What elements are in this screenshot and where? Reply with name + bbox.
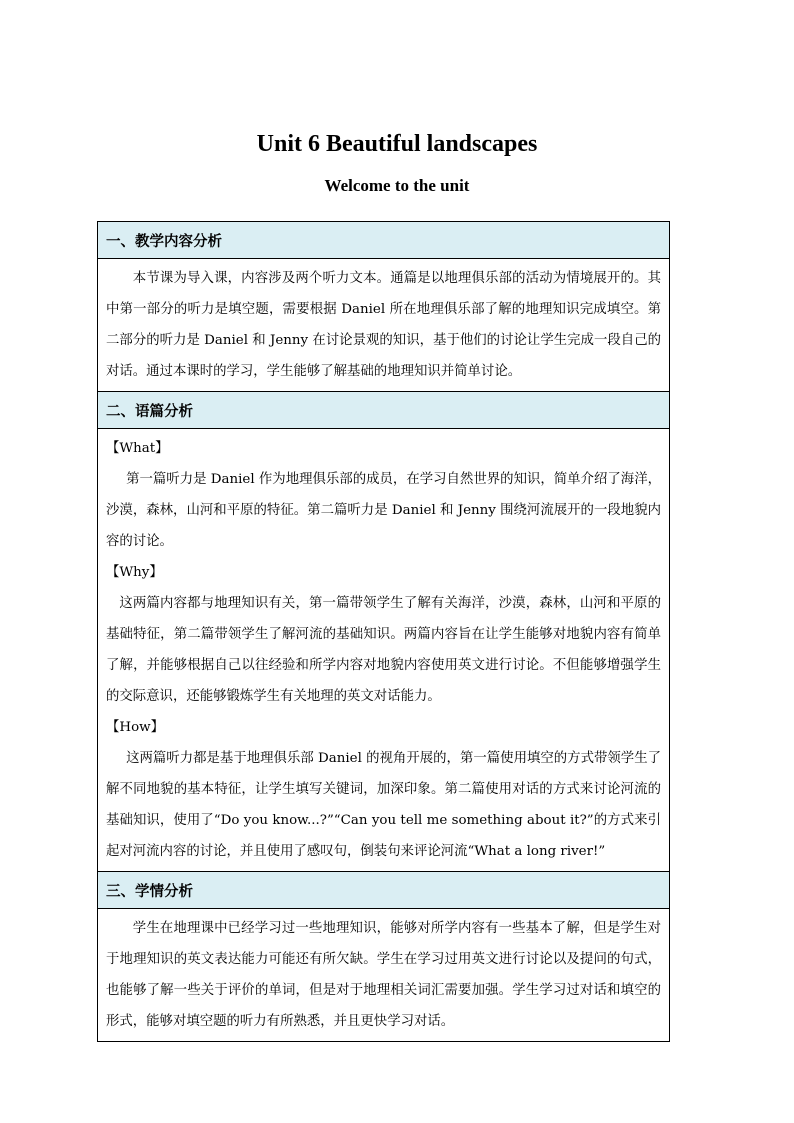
how-tag: 【How】 bbox=[106, 720, 164, 735]
document-title: Unit 6 Beautiful landscapes bbox=[256, 131, 538, 157]
how-text: 这两篇听力都是基于地理俱乐部 Daniel 的视角开展的，第一篇使用填空的方式带领学生了解不同地貌的基本特征，让学生填写关键词，加深印象。第二篇使用对话的方式来讨论河流的基础知识，使用了“Do you know...?”“Can you tell me something about it?”的方式来引起对河流内容的讨论，并且使用了感叹句，倒装句来评论河流“What a long river!” bbox=[106, 751, 661, 859]
what-text: 第一篇听力是 Daniel 作为地理俱乐部的成员，在学习自然世界的知识，简单介绍了海洋，沙漠，森林，山河和平原的特征。第二篇听力是 Daniel 和 Jenny 围绕河流展开的一段地貌内容的讨论。 bbox=[106, 472, 661, 549]
section-body-text-analysis bbox=[98, 429, 669, 872]
section-header-content-analysis: 一、教学内容分析 bbox=[98, 222, 669, 259]
lesson-analysis-table bbox=[97, 221, 670, 1042]
content-analysis-text: 本节课为导入课，内容涉及两个听力文本。通篇是以地理俱乐部的活动为情境展开的。其中第一部分的听力是填空题，需要根据 Daniel 所在地理俱乐部了解的地理知识完成填空。第二部分的听力是 Daniel 和 Jenny 在讨论景观的知识，基于他们的讨论让学生完成一段自己的对话。通过本课时的学习，学生能够了解基础的地理知识并简单讨论。 bbox=[106, 271, 661, 379]
student-analysis-text: 学生在地理课中已经学习过一些地理知识，能够对所学内容有一些基本了解，但是学生对于地理知识的英文表达能力可能还有所欠缺。学生在学习过用英文进行讨论以及提问的句式，也能够了解一些关于评价的单词，但是对于地理相关词汇需要加强。学生学习过对话和填空的形式，能够对填空题的听力有所熟悉，并且更快学习对话。 bbox=[106, 921, 661, 1029]
why-text: 这两篇内容都与地理知识有关，第一篇带领学生了解有关海洋，沙漠，森林，山河和平原的基础特征，第二篇带领学生了解河流的基础知识。两篇内容旨在让学生能够对地貌内容有简单了解，并能够根据自己以往经验和所学内容对地貌内容使用英文进行讨论。不但能够增强学生的交际意识，还能够锻炼学生有关地理的英文对话能力。 bbox=[106, 596, 661, 704]
section-body-content-analysis bbox=[98, 259, 669, 392]
what-tag: 【What】 bbox=[106, 441, 169, 456]
why-tag: 【Why】 bbox=[106, 565, 163, 580]
section-header-text-analysis: 二、语篇分析 bbox=[98, 392, 669, 429]
section-body-student-analysis bbox=[98, 909, 669, 1041]
section-header-student-analysis: 三、学情分析 bbox=[98, 872, 669, 909]
document-subtitle: Welcome to the unit bbox=[324, 176, 470, 195]
